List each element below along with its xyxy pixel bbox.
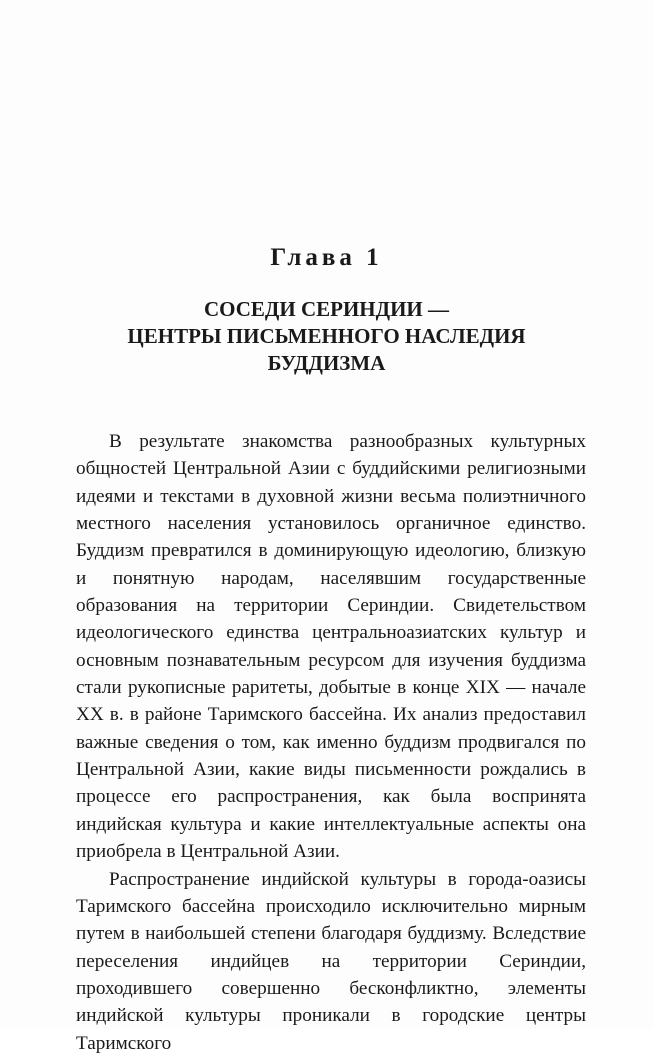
chapter-title-line: ЦЕНТРЫ ПИСЬМЕННОГО НАСЛЕДИЯ bbox=[127, 324, 526, 348]
body-text bbox=[76, 428, 586, 1057]
chapter-title bbox=[0, 296, 653, 377]
chapter-title-line: БУДДИЗМА bbox=[267, 351, 386, 375]
paragraph: В результате знакомства разнообразных культурных общностей Центральной Азии с буддийскими религиозными идеями и текстами в духовной жизни весьма полиэтничного местного населения установилось органичное единство. Буддизм превратился в доминирующую идеологию, близкую и понятную народам, населявшим государственные образования на территории Сериндии. Свидетельством идеологического единства центральноазиатских культур и основным познавательным ресурсом для изучения буддизма стали рукописные раритеты, добытые в конце XIX — начале XX в. в районе Таримского бассейна. Их анализ предоставил важные сведения о том, как именно буддизм продвигался по Центральной Азии, какие виды письменности рождались в процессе его распространения, как была воспринята индийская культура и какие интеллектуальные аспекты она приобрела в Центральной Азии. bbox=[76, 431, 586, 863]
paragraph: Распространение индийской культуры в города-оазисы Таримского бассейна происходило исключительно мирным путем в наибольшей степени благодаря буддизму. Вследствие переселения индийцев на территории Сериндии, проходившего совершенно бесконфликтно, элементы индийской культуры проникали в городские центры Таримского bbox=[76, 868, 586, 1054]
chapter-number: Глава 1 bbox=[270, 244, 383, 271]
chapter-title-line: СОСЕДИ СЕРИНДИИ — bbox=[204, 297, 449, 321]
